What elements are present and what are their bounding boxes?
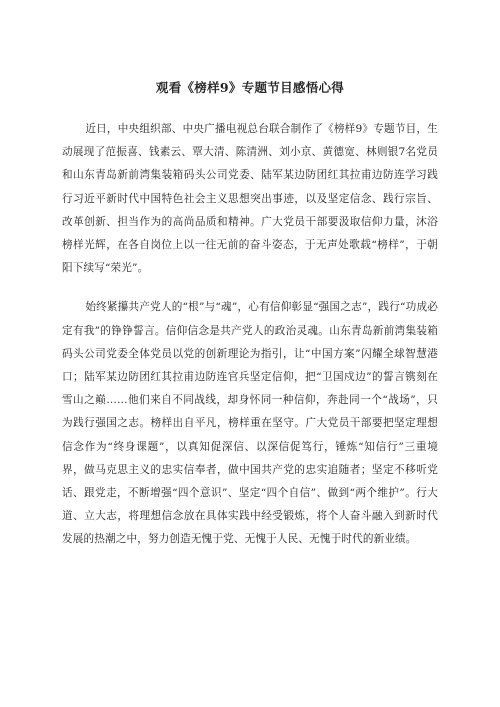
paragraph-1: 近日，中央组织部、中央广播电视总台联合制作了《榜样9》专题节目，生动展现了范振喜、钱素云、覃大清、陈清洲、刘小京、黄德宽、林则银7名党员和山东青岛新前湾集装箱码头公司党委、陆军某边防团红其拉甫边防连学习践行习近平新时代中国特色社会主义思想突出事迹，以及坚定信念、践行宗旨、改革创新、担当作为的高尚品质和精神。广大党员干部要汲取信仰力量，沐浴榜样光辉，在各自岗位上以一往无前的奋斗姿态，于无声处歌载“榜样”，于朝阳下续写“荣光”。 [62, 123, 438, 275]
document-title: 观看《榜样9》专题节目感悟心得 [155, 80, 345, 95]
paragraph-2: 始终紧攥共产党人的“根”与“魂”，心有信仰彰显“强国之志”，践行“功成必定有我”的铮铮誓言。信仰信念是共产党人的政治灵魂。山东青岛新前湾集装箱码头公司党委全体党员以党的创新理论为指引，让“中国方案”闪耀全球智慧港口；陆军某边防团红其拉甫边防连官兵坚定信仰，把“卫国戍边”的誓言镌刻在雪山之巅……他们来自不同战线，却身怀同一种信仰，奔赴同一个“战场”，只为践行强国之志。榜样出自平凡，榜样重在坚守。广大党员干部要把坚定理想信念作为“终身课题”，以真知促深信、以深信促笃行，锤炼“知信行”三重境界，做马克思主义的忠实信奉者，做中国共产党的忠实追随者；坚定不移听党话、跟党走，不断增强“四个意识”、坚定“四个自信”、做到“两个维护”。行大道、立大志，将理想信念放在具体实践中经受锻炼，将个人奋斗融入到新时代发展的热潮之中，努力创造无愧于党、无愧于人民、无愧于时代的新业绩。 [62, 301, 438, 546]
